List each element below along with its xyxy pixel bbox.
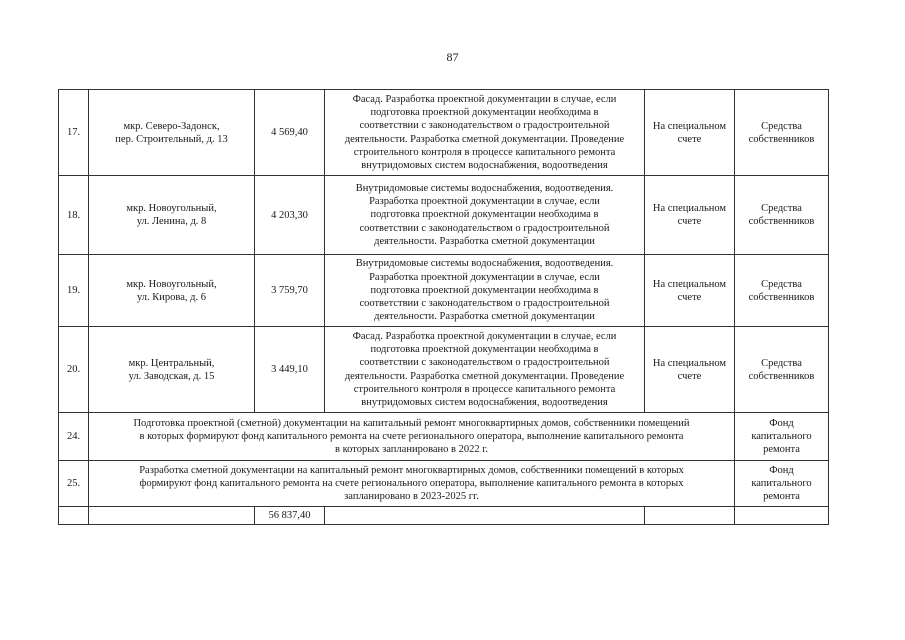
address-line: мкр. Северо-Задонск,: [123, 120, 220, 132]
work-line: деятельности. Разработка сметной документации. Проведение: [344, 370, 625, 382]
address-cell: [89, 176, 255, 255]
row-number: 19.: [59, 255, 89, 327]
merged-line: в которых формируют фонд капитального ремонта на счете регионального оператора, выполнение капитального ремонта: [139, 431, 684, 442]
table-row: [59, 90, 829, 176]
address-cell: [89, 327, 255, 413]
work-line: подготовка проектной документации необходима в: [370, 344, 599, 356]
account-line: На специальном: [652, 120, 727, 132]
table-row: [59, 327, 829, 413]
total-cost-cell: 56 837,40: [255, 507, 325, 525]
source-line: собственников: [748, 370, 815, 382]
empty-cell: [89, 507, 255, 525]
funding-source-cell: [735, 176, 829, 255]
table-row: [59, 176, 829, 255]
account-cell: [645, 176, 735, 255]
address-line: мкр. Новоугольный,: [126, 203, 217, 214]
source-line: капитального: [751, 431, 812, 442]
account-cell: [645, 255, 735, 327]
account-line: На специальном: [652, 357, 727, 369]
work-line: Внутридомовые системы водоснабжения, водоотведения.: [355, 182, 614, 194]
work-line: Фасад. Разработка проектной документации в случае, если: [352, 93, 617, 105]
row-number: 18.: [59, 176, 89, 255]
address-line: мкр. Центральный,: [128, 357, 215, 369]
page-number: 87: [446, 50, 459, 64]
account-line: счете: [677, 216, 702, 227]
work-line: внутридомовых систем водоснабжения, водоотведения: [361, 396, 608, 408]
source-line: Фонд: [769, 465, 794, 476]
address-cell: [89, 255, 255, 327]
address-cell: [89, 90, 255, 176]
table-row: [59, 461, 829, 507]
work-line: соответствии с законодательством о градостроительной: [359, 298, 610, 310]
work-line: Фасад. Разработка проектной документации в случае, если: [352, 330, 617, 342]
merged-description-cell: [89, 461, 735, 507]
work-line: подготовка проектной документации необходима в: [370, 284, 599, 296]
source-line: ремонта: [763, 491, 800, 502]
merged-line: формируют фонд капитального ремонта на счете регионального оператора, выполнение капитального ремонта в которых: [139, 478, 684, 489]
merged-description-cell: [89, 413, 735, 461]
cost-cell: 4 203,30: [255, 176, 325, 255]
work-line: строительного контроля в процессе капитального ремонта: [353, 383, 616, 395]
work-description-cell: [325, 176, 645, 255]
source-line: ремонта: [763, 444, 800, 455]
table-row: [59, 255, 829, 327]
work-description-cell: [325, 327, 645, 413]
source-line: Фонд: [769, 418, 794, 429]
funding-source-cell: [735, 90, 829, 176]
account-line: счете: [677, 133, 702, 145]
merged-line: Разработка сметной документации на капитальный ремонт многоквартирных домов, собственники помещений в которых: [139, 465, 684, 476]
work-line: подготовка проектной документации необходима в: [370, 107, 599, 119]
work-line: подготовка проектной документации необходима в: [370, 209, 599, 221]
funding-source-cell: [735, 327, 829, 413]
empty-cell: [735, 507, 829, 525]
merged-line: запланировано в 2023-2025 гг.: [344, 491, 479, 502]
work-line: деятельности. Разработка сметной документации: [374, 311, 595, 323]
address-line: пер. Строительный, д. 13: [115, 133, 228, 145]
source-line: капитального: [751, 478, 812, 489]
work-line: Разработка проектной документации в случае, если: [369, 271, 600, 283]
account-line: На специальном: [652, 278, 727, 290]
empty-cell: [645, 507, 735, 525]
account-line: счете: [677, 291, 702, 303]
funding-source-cell: [735, 255, 829, 327]
source-line: собственников: [748, 133, 815, 145]
work-line: соответствии с законодательством о градостроительной: [359, 222, 610, 234]
row-number: 24.: [59, 413, 89, 461]
work-description-cell: [325, 255, 645, 327]
merged-line: Подготовка проектной (сметной) документации на капитальный ремонт многоквартирных домов, собственники помещений: [133, 418, 690, 429]
work-line: деятельности. Разработка сметной документации. Проведение: [344, 133, 625, 145]
source-line: Средства: [761, 203, 802, 214]
work-line: соответствии с законодательством о градостроительной: [359, 357, 610, 369]
source-line: Средства: [761, 357, 802, 369]
cost-cell: 3 449,10: [255, 327, 325, 413]
address-line: мкр. Новоугольный,: [126, 278, 217, 290]
table-row: [59, 413, 829, 461]
account-line: счете: [677, 370, 702, 382]
repair-plan-table: [58, 89, 829, 525]
account-line: На специальном: [652, 203, 727, 214]
total-row: [59, 507, 829, 525]
address-line: ул. Ленина, д. 8: [136, 216, 207, 227]
row-number: 17.: [59, 90, 89, 176]
account-cell: [645, 90, 735, 176]
cost-cell: 3 759,70: [255, 255, 325, 327]
work-line: деятельности. Разработка сметной документации: [374, 235, 595, 247]
source-line: Средства: [761, 278, 802, 290]
funding-source-cell: [735, 461, 829, 507]
address-line: ул. Заводская, д. 15: [128, 370, 215, 382]
empty-cell: [59, 507, 89, 525]
row-number: 25.: [59, 461, 89, 507]
account-cell: [645, 327, 735, 413]
cost-cell: 4 569,40: [255, 90, 325, 176]
work-line: внутридомовых систем водоснабжения, водоотведения: [361, 159, 608, 171]
funding-source-cell: [735, 413, 829, 461]
work-description-cell: [325, 90, 645, 176]
source-line: собственников: [748, 216, 815, 227]
empty-cell: [325, 507, 645, 525]
source-line: Средства: [761, 120, 802, 132]
work-line: строительного контроля в процессе капитального ремонта: [353, 146, 616, 158]
work-line: Разработка проектной документации в случае, если: [369, 196, 600, 208]
merged-line: в которых запланировано в 2022 г.: [335, 444, 488, 455]
work-line: Внутридомовые системы водоснабжения, водоотведения.: [355, 258, 614, 270]
row-number: 20.: [59, 327, 89, 413]
address-line: ул. Кирова, д. 6: [137, 291, 206, 303]
work-line: соответствии с законодательством о градостроительной: [359, 120, 610, 132]
source-line: собственников: [748, 291, 815, 303]
